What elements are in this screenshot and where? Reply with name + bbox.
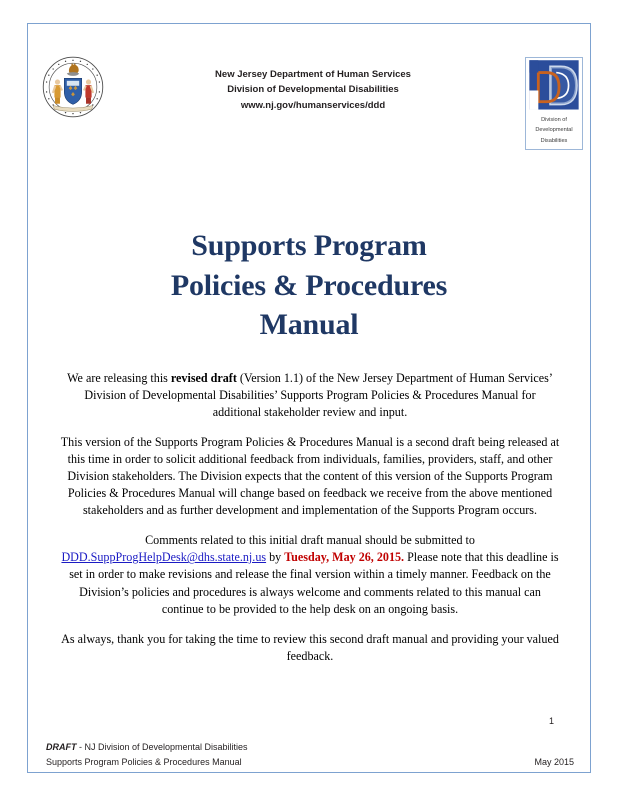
paragraph-4: As always, thank you for taking the time to review this second draft manual and providing your valued feedback. [61, 631, 559, 663]
ddd-caption-line-1: Division of [541, 117, 567, 123]
page-title [28, 226, 590, 345]
p3-post: Please note that this deadline is set in order to make revisions and release the final version within a timely manner. Feedback on the Division’s policies and procedures is always welcome and comments related to this manual can continue to be provided to the help desk on an ongoing basis. [69, 550, 559, 616]
help-desk-email-link[interactable]: DDD.SuppProgHelpDesk@dhs.state.nj.us [61, 550, 267, 565]
p1-bold: revised draft [170, 371, 237, 385]
header-line-2: Division of Developmental Disabilities [227, 84, 399, 96]
ddd-logo-icon [526, 58, 582, 114]
ddd-logo [525, 57, 583, 150]
document-header [28, 24, 590, 144]
nj-state-seal-icon [42, 56, 104, 118]
title-line-3: Manual [259, 308, 359, 342]
ddd-caption-line-2: Developmental [535, 127, 573, 134]
paragraph-1 [60, 370, 560, 421]
ddd-logo-caption [526, 115, 582, 146]
p3-mid: by [266, 550, 285, 565]
document-footer [46, 740, 574, 771]
footer-org: - NJ Division of Developmental Disabilities [76, 742, 248, 752]
header-line-3: www.nj.gov/humanservices/ddd [240, 99, 386, 111]
footer-draft-label: DRAFT [46, 742, 77, 752]
document-page [27, 23, 591, 773]
footer-line-2 [46, 755, 574, 770]
p1-post: (Version 1.1) of the New Jersey Department of Human Services’ Division of Developmental Disabilities’ Supports Program Policies & Procedures Manual for additional stakeholder review and input. [84, 371, 553, 420]
footer-line-1 [46, 740, 574, 755]
title-line-2: Policies & Procedures [170, 268, 448, 302]
p1-pre: We are releasing this [67, 371, 171, 385]
title-line-1: Supports Program [191, 229, 427, 262]
footer-date: May 2015 [534, 757, 574, 768]
header-agency-text [168, 67, 458, 113]
deadline-date: Tuesday, May 26, 2015. [284, 550, 405, 565]
page-number: 1 [548, 716, 554, 726]
document-body [60, 370, 560, 665]
paragraph-3 [60, 532, 560, 617]
p3-pre: Comments related to this initial draft manual should be submitted to [145, 533, 475, 548]
header-line-1: New Jersey Department of Human Services [215, 69, 411, 80]
ddd-caption-line-3: Disabilities [540, 137, 568, 144]
paragraph-2: This version of the Supports Program Policies & Procedures Manual is a second draft being released at this time in order to solicit additional feedback from individuals, families, providers, staff, and other Division stakeholders. The Division expects that the content of this version of the Supports Program Policies & Procedures Manual will change based on feedback we receive from the above mentioned stakeholders and as further development and implementation of the Supports Program occurs. [60, 435, 560, 518]
footer-manual-title: Supports Program Policies & Procedures Manual [46, 757, 242, 768]
